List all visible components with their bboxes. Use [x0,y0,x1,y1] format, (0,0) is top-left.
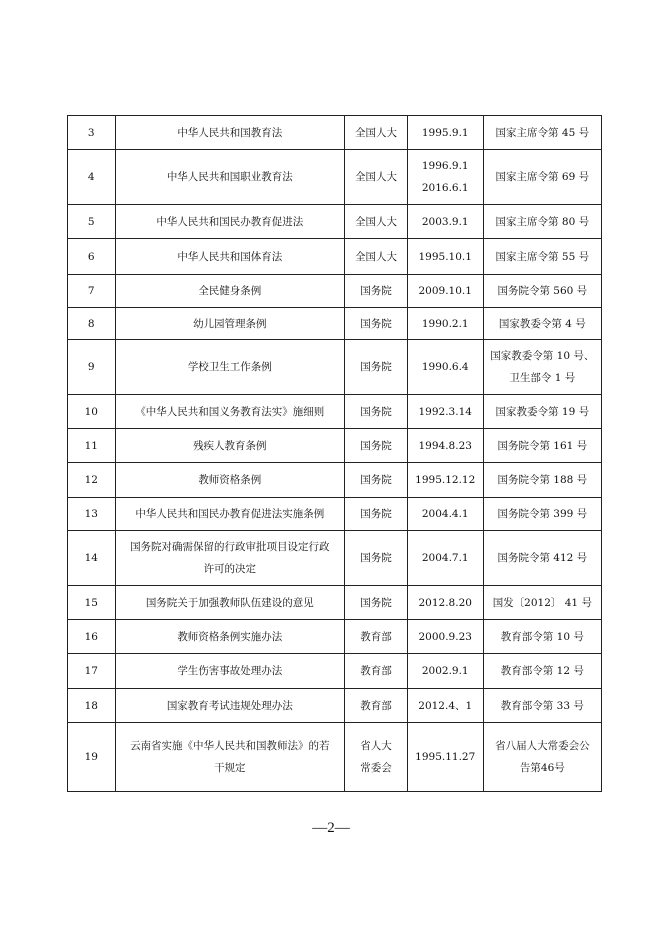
document-number-text: 国家教委令第 4 号 [498,317,586,330]
issuing-authority-text: 全国人大 [354,250,397,263]
issuing-authority-cell [345,239,408,275]
row-number-text: 17 [84,665,98,677]
row-number-cell [68,308,116,340]
regulation-name-cell [115,620,345,654]
effective-date-cell [407,689,483,723]
regulation-name-cell [115,116,345,150]
document-number-text: 国家主席令第 80 号 [495,215,590,228]
page-number: —2— [312,820,350,836]
effective-date-text: 2016.6.1 [421,182,469,194]
regulation-name-text: 许可的决定 [203,563,257,575]
issuing-authority-text: 国务院 [360,439,392,452]
regulation-name-cell [115,531,345,586]
row-number-text: 16 [84,630,98,643]
document-number-text: 教育部令第 10 号 [500,630,584,643]
document-number-text: 国务院令第 399 号 [497,508,588,520]
effective-date-cell [407,498,483,531]
effective-date-text: 1995.9.1 [421,126,469,139]
effective-date-cell [407,531,483,586]
document-number-text: 卫生部令 1 号 [509,372,576,384]
table-row [68,116,602,150]
table-row [68,531,602,586]
regulation-name-cell [115,463,345,498]
effective-date-text: 2004.7.1 [421,552,469,564]
effective-date-cell [407,723,483,792]
effective-date-text: 1996.9.1 [421,160,469,172]
document-number-cell [483,689,601,723]
regulation-name-text: 全民健身条例 [198,285,262,297]
issuing-authority-cell [345,275,408,308]
issuing-authority-text: 常委会 [360,762,392,774]
document-number-cell [483,498,601,531]
row-number-text: 5 [87,215,95,228]
effective-date-cell [407,239,483,275]
document-number-cell [483,205,601,239]
regulation-name-text: 教师资格条例 [198,474,262,486]
effective-date-text: 1990.2.1 [421,317,469,330]
regulation-name-text: 学生伤害事故处理办法 [177,665,283,677]
document-number-text: 国家教委令第 10 号、 [490,350,595,362]
table-row [68,308,602,340]
document-number-cell [483,308,601,340]
effective-date-text: 2009.10.1 [418,285,472,297]
effective-date-cell [407,395,483,429]
table-row [68,463,602,498]
effective-date-cell [407,205,483,239]
regulation-name-cell [115,395,345,429]
effective-date-text: 2000.9.23 [418,630,472,643]
effective-date-cell [407,463,483,498]
document-number-cell [483,586,601,620]
table-row [68,205,602,239]
table-row [68,586,602,620]
regulation-name-cell [115,498,345,531]
regulation-name-text: 幼儿园管理条例 [193,317,267,330]
issuing-authority-cell [345,586,408,620]
table-row [68,275,602,308]
regulation-name-text: 干规定 [214,762,246,774]
issuing-authority-cell [345,116,408,150]
regulation-name-text: 学校卫生工作条例 [187,361,272,373]
effective-date-cell [407,275,483,308]
row-number-cell [68,689,116,723]
regulation-name-cell [115,340,345,395]
row-number-text: 4 [87,171,95,183]
document-number-cell [483,723,601,792]
document-number-cell [483,429,601,463]
regulation-name-text: 国家教育考试违规处理办法 [166,699,293,712]
effective-date-cell [407,308,483,340]
regulation-name-text: 中华人民共和国民办教育促进法 [156,215,304,228]
regulation-name-cell [115,205,345,239]
table-row [68,395,602,429]
row-number-cell [68,620,116,654]
row-number-cell [68,340,116,395]
document-number-text: 国务院令第 188 号 [497,474,588,486]
effective-date-text: 1992.3.14 [418,405,472,418]
issuing-authority-cell [345,150,408,205]
regulation-name-cell [115,308,345,340]
document-number-text: 国务院令第 161 号 [497,439,588,452]
document-number-cell [483,395,601,429]
effective-date-text: 2004.4.1 [421,508,469,520]
regulation-name-cell [115,586,345,620]
effective-date-cell [407,429,483,463]
row-number-text: 10 [84,405,98,418]
table-row [68,723,602,792]
document-number-cell [483,654,601,689]
document-number-text: 教育部令第 33 号 [500,699,584,712]
effective-date-text: 2012.8.20 [418,596,472,609]
table-row [68,150,602,205]
issuing-authority-cell [345,620,408,654]
effective-date-text: 1995.12.12 [415,474,476,486]
issuing-authority-text: 国务院 [360,474,392,486]
regulation-name-cell [115,654,345,689]
document-number-cell [483,531,601,586]
issuing-authority-text: 省人大 [360,740,392,752]
row-number-cell [68,586,116,620]
document-number-cell [483,620,601,654]
regulations-table [67,115,602,792]
table-row [68,689,602,723]
row-number-text: 3 [87,126,95,139]
effective-date-cell [407,340,483,395]
effective-date-cell [407,654,483,689]
row-number-text: 12 [84,474,98,486]
row-number-text: 13 [84,508,98,520]
issuing-authority-cell [345,395,408,429]
issuing-authority-cell [345,340,408,395]
issuing-authority-text: 教育部 [360,665,392,677]
issuing-authority-text: 教育部 [360,699,392,712]
document-number-text: 国家教委令第 19 号 [495,405,590,418]
document-number-cell [483,239,601,275]
effective-date-text: 1994.8.23 [418,439,472,452]
regulation-name-text: 《中华人民共和国义务教育法实》施细则 [135,405,325,418]
document-number-text: 国务院令第 560 号 [497,285,588,297]
regulation-name-text: 中华人民共和国职业教育法 [166,171,293,183]
issuing-authority-text: 国务院 [360,552,392,564]
effective-date-text: 1995.10.1 [418,250,472,263]
issuing-authority-text: 国务院 [360,405,392,418]
row-number-cell [68,239,116,275]
row-number-cell [68,463,116,498]
document-number-cell [483,463,601,498]
document-number-text: 省八届人大常委会公 [495,740,590,752]
row-number-cell [68,723,116,792]
regulation-name-cell [115,723,345,792]
effective-date-cell [407,116,483,150]
row-number-cell [68,205,116,239]
issuing-authority-cell [345,429,408,463]
issuing-authority-cell [345,308,408,340]
row-number-text: 14 [84,552,98,564]
regulation-name-cell [115,150,345,205]
document-number-cell [483,275,601,308]
table-row [68,654,602,689]
effective-date-text: 2012.4、1 [418,699,473,712]
table-row [68,620,602,654]
issuing-authority-cell [345,654,408,689]
issuing-authority-text: 国务院 [360,317,392,330]
issuing-authority-cell [345,463,408,498]
regulation-name-text: 中华人民共和国民办教育促进法实施条例 [135,508,325,520]
row-number-cell [68,498,116,531]
row-number-cell [68,275,116,308]
document-number-text: 国务院令第 412 号 [497,552,588,564]
regulation-name-cell [115,429,345,463]
row-number-text: 7 [87,285,95,297]
row-number-text: 9 [87,361,95,373]
regulation-name-text: 中华人民共和国教育法 [177,126,283,139]
document-number-cell [483,340,601,395]
issuing-authority-cell [345,205,408,239]
row-number-text: 11 [84,439,98,452]
document-number-cell [483,150,601,205]
row-number-text: 19 [84,751,98,763]
regulation-name-cell [115,239,345,275]
table-body [68,116,602,792]
effective-date-cell [407,620,483,654]
effective-date-text: 2002.9.1 [421,665,469,677]
row-number-cell [68,150,116,205]
effective-date-cell [407,150,483,205]
document-number-text: 国家主席令第 69 号 [495,171,590,183]
issuing-authority-cell [345,723,408,792]
row-number-text: 15 [84,596,98,609]
issuing-authority-text: 国务院 [360,285,392,297]
issuing-authority-text: 全国人大 [354,171,397,183]
effective-date-text: 2003.9.1 [421,215,469,228]
effective-date-text: 1995.11.27 [415,751,476,763]
document-number-text: 国发〔2012〕 41 号 [492,596,592,609]
regulation-name-text: 教师资格条例实施办法 [177,630,283,643]
issuing-authority-text: 教育部 [360,630,392,643]
regulation-name-cell [115,689,345,723]
issuing-authority-text: 全国人大 [354,126,397,139]
regulation-name-text: 残疾人教育条例 [193,439,267,452]
issuing-authority-cell [345,531,408,586]
issuing-authority-text: 国务院 [360,596,392,609]
row-number-cell [68,531,116,586]
row-number-cell [68,116,116,150]
document-number-text: 国家主席令第 55 号 [495,250,590,263]
issuing-authority-text: 国务院 [360,361,392,373]
table-row [68,429,602,463]
issuing-authority-text: 国务院 [360,508,392,520]
document-number-text: 国家主席令第 45 号 [495,126,590,139]
document-number-text: 教育部令第 12 号 [500,665,584,677]
regulation-name-cell [115,275,345,308]
row-number-text: 18 [84,699,98,712]
table-row [68,340,602,395]
row-number-cell [68,395,116,429]
row-number-cell [68,654,116,689]
document-number-text: 告第46号 [519,762,565,774]
row-number-text: 6 [87,250,95,263]
regulation-name-text: 国务院对确需保留的行政审批项目设定行政 [130,541,330,553]
effective-date-text: 1990.6.4 [421,361,469,373]
issuing-authority-text: 全国人大 [354,215,397,228]
issuing-authority-cell [345,498,408,531]
regulation-name-text: 国务院关于加强教师队伍建设的意见 [145,596,314,609]
row-number-cell [68,429,116,463]
table-row [68,498,602,531]
effective-date-cell [407,586,483,620]
row-number-text: 8 [87,317,95,330]
regulation-name-text: 云南省实施《中华人民共和国教师法》的若 [130,740,330,752]
table-row [68,239,602,275]
issuing-authority-cell [345,689,408,723]
regulation-name-text: 中华人民共和国体育法 [177,250,283,263]
document-number-cell [483,116,601,150]
